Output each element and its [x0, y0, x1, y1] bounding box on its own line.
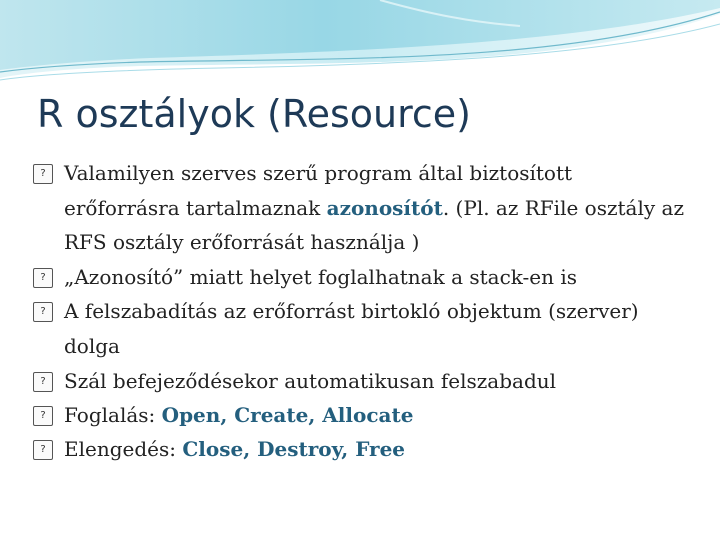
bullet-icon: ?: [33, 440, 53, 460]
slide-title: R osztályok (Resource): [37, 92, 471, 136]
bullet-item-allocation: [33, 398, 693, 432]
bullet-highlight: Close, Destroy, Free: [182, 436, 406, 461]
bullet-label: Foglalás:: [64, 402, 162, 427]
bullet-highlight: Open, Create, Allocate: [161, 402, 414, 427]
bullet-item-release: [33, 294, 693, 364]
bullet-icon: ?: [33, 268, 53, 288]
bullet-list: [33, 156, 693, 466]
bullet-item-stack: [33, 260, 693, 294]
bullet-icon: ?: [33, 406, 53, 426]
bullet-text-end: . (Pl. az RFile osztály az RFS osztály erőforrását használja ): [64, 195, 684, 254]
bullet-text: Szál befejeződésekor automatikusan felszabadul: [64, 368, 557, 393]
header-wave-decoration: [0, 0, 720, 90]
bullet-item-release-calls: [33, 432, 693, 466]
bullet-text: „Azonosító” miatt helyet foglalhatnak a stack-en is: [64, 264, 578, 289]
bullet-item-thread-end: [33, 364, 693, 398]
bullet-highlight: azonosítót: [326, 195, 443, 220]
bullet-icon: ?: [33, 302, 53, 322]
bullet-icon: ?: [33, 372, 53, 392]
bullet-item-resource-id: [33, 156, 693, 260]
bullet-text: Valamilyen szerves szerű program által biztosított erőforrásra tartalmaznak: [64, 161, 573, 220]
bullet-text: A felszabadítás az erőforrást birtokló objektum (szerver) dolga: [64, 298, 639, 358]
bullet-label: Elengedés:: [64, 436, 183, 461]
bullet-icon: ?: [33, 164, 53, 184]
